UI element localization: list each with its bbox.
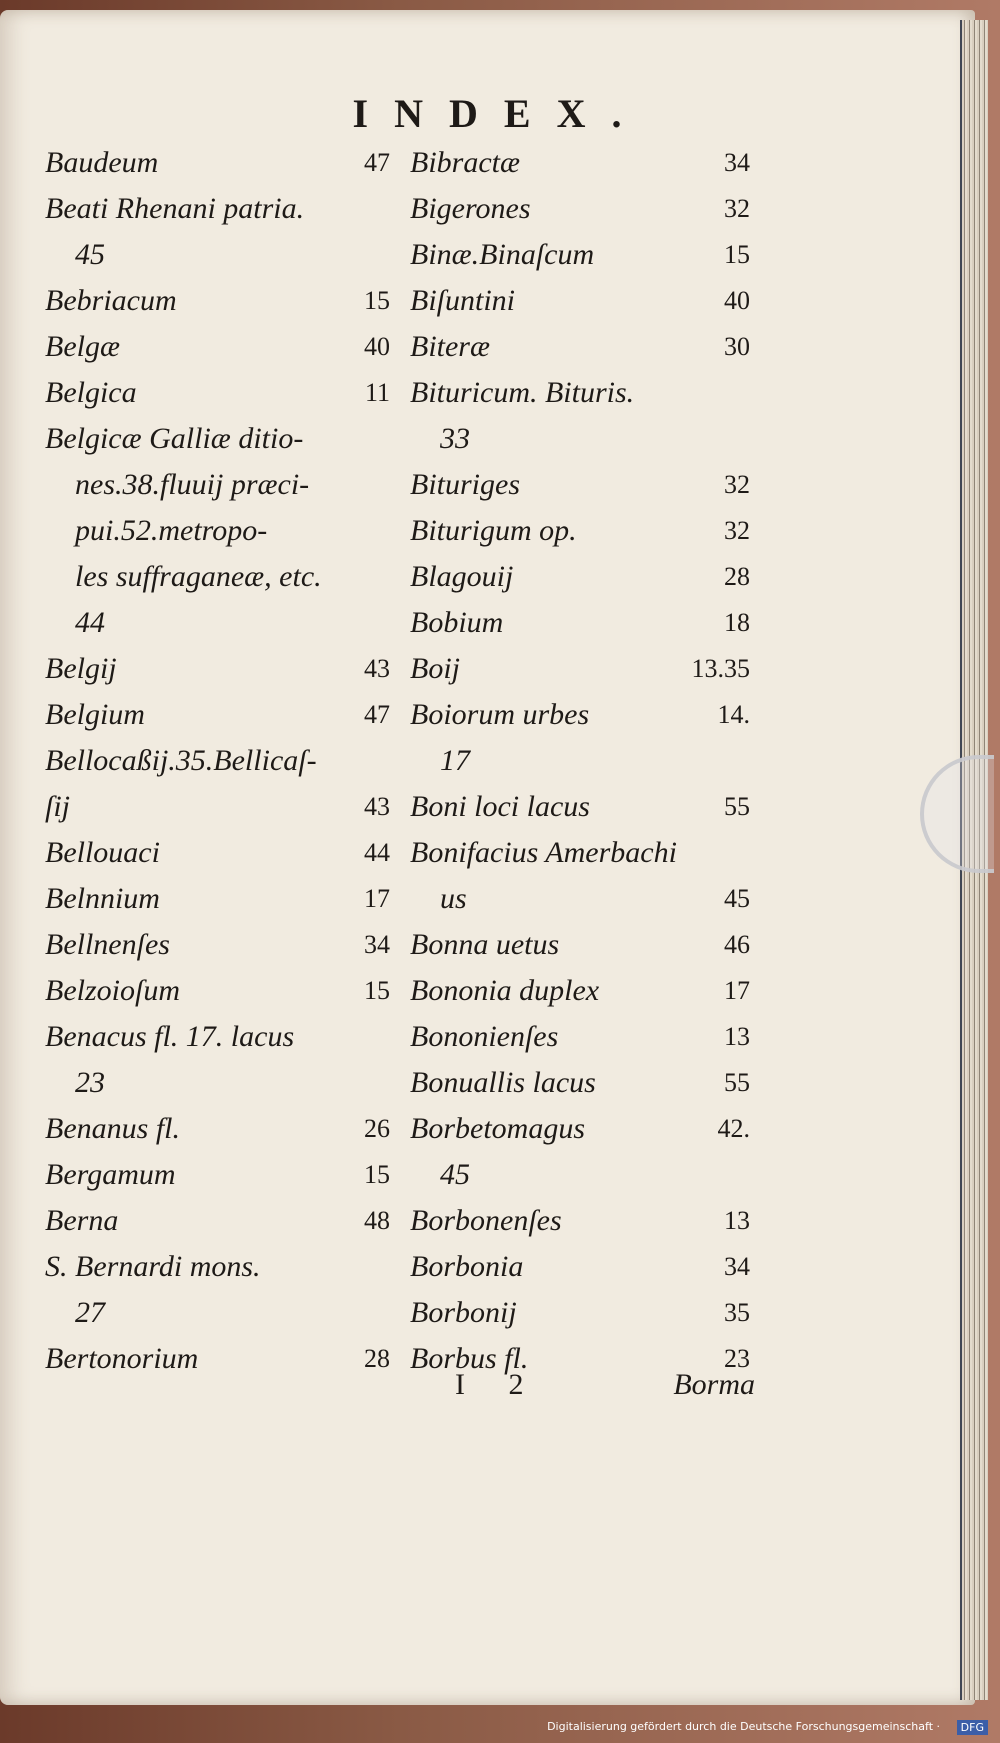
index-entry [410,462,750,508]
index-entry [410,186,750,232]
index-page-number: 13.35 [691,654,750,683]
index-page-number: 32 [724,516,750,545]
index-page-number: 40 [364,332,390,361]
dfg-logo: DFG [957,1720,988,1735]
index-term: Belgica [45,376,137,409]
index-term: Bebriacum [45,284,177,317]
index-page-number: 55 [724,792,750,821]
index-term: Belgæ [45,330,120,363]
index-page-number: 26 [364,1114,390,1143]
index-entry [45,232,390,278]
index-page-number: 42. [717,1114,750,1143]
page-heading: INDEX. [352,91,648,136]
index-entry [410,922,750,968]
index-term: Beati Rhenani patria. [45,192,305,225]
index-page-number: 47 [364,700,390,729]
index-term: Borbonij [410,1296,517,1329]
index-term: nes.38.fluuij præci- [75,468,310,501]
index-entry [45,1198,390,1244]
index-entry [410,830,750,876]
index-term: Berna [45,1204,119,1237]
index-term: Baudeum [45,146,159,179]
index-page-number: 18 [724,608,750,637]
index-page-number: 48 [364,1206,390,1235]
index-entry [45,830,390,876]
index-entry [410,1244,750,1290]
index-page-number: 43 [364,792,390,821]
index-term: les suffraganeæ, etc. [75,560,322,593]
index-page-number: 28 [724,562,750,591]
index-entry [45,370,390,416]
index-entry [410,416,750,462]
index-entry [45,508,390,554]
index-entry [410,1014,750,1060]
index-page-number: 13 [724,1022,750,1051]
index-entry [410,1198,750,1244]
index-term: Bobium [410,606,504,639]
index-entry [410,554,750,600]
index-entry [45,462,390,508]
index-page-number: 28 [364,1344,390,1373]
index-page-number: 45 [724,884,750,913]
index-page-number: 23 [724,1344,750,1373]
index-page-number: 15 [364,976,390,1005]
index-page-number: 46 [724,930,750,959]
index-entry [410,1060,750,1106]
index-term: Bellnenſes [45,928,170,961]
digitization-credit: Digitalisierung gefördert durch die Deutsche Forschungsgemeinschaft · [547,1720,940,1733]
index-column-right [410,140,750,1382]
index-term: Biturigum op. [410,514,577,547]
index-entry [45,784,390,830]
index-term: Bituricum. Bituris. [410,376,635,409]
index-term: us [440,882,467,915]
index-term: Belnnium [45,882,160,915]
index-term: Bertonorium [45,1342,199,1375]
index-term: Borbus fl. [410,1342,529,1375]
index-entry [45,140,390,186]
index-entry [45,1290,390,1336]
index-entry [45,1106,390,1152]
index-term: 17 [440,744,470,777]
index-entry [410,784,750,830]
index-term: Benacus fl. 17. lacus [45,1020,295,1053]
index-entry [410,646,750,692]
index-term: Bonuallis lacus [410,1066,596,1099]
page-footer [455,1368,755,1408]
index-entry [410,232,750,278]
index-page-number: 14. [717,700,750,729]
index-entry [45,692,390,738]
index-entry [45,1244,390,1290]
index-term: Biſuntini [410,284,515,317]
index-entry [410,370,750,416]
index-term: Belgij [45,652,117,685]
index-page-number: 15 [364,1160,390,1189]
index-page-number: 47 [364,148,390,177]
index-page-number: 34 [724,148,750,177]
signature-mark: I 2 [455,1368,542,1401]
index-term: Bonna uetus [410,928,560,961]
index-term: pui.52.metropo- [75,514,268,547]
index-term: ſij [45,790,71,823]
index-entry [45,922,390,968]
index-entry [45,600,390,646]
index-entry [410,508,750,554]
index-page-number: 11 [364,378,390,407]
index-page-number: 44 [364,838,390,867]
index-term: Belgicæ Galliæ ditio- [45,422,304,455]
index-entry [45,416,390,462]
index-entry [45,738,390,784]
index-term: 27 [75,1296,105,1329]
index-page-number: 15 [364,286,390,315]
index-term: Bituriges [410,468,520,501]
index-entry [410,140,750,186]
index-entry [410,324,750,370]
index-term: Borbetomagus [410,1112,585,1145]
index-page-number: 13 [724,1206,750,1235]
index-entry [410,692,750,738]
index-term: Bononienſes [410,1020,559,1053]
index-page-number: 43 [364,654,390,683]
index-term: 45 [75,238,105,271]
index-entry [410,1290,750,1336]
index-entry [45,1336,390,1382]
index-term: Boni loci lacus [410,790,590,823]
index-term: Belzoioſum [45,974,180,1007]
index-page-number: 34 [724,1252,750,1281]
index-entry [45,968,390,1014]
index-entry [410,1152,750,1198]
index-term: Borbonia [410,1250,524,1283]
index-entry [45,646,390,692]
index-term: Bellouaci [45,836,160,869]
index-term: Belgium [45,698,145,731]
index-entry [410,876,750,922]
index-term: 23 [75,1066,105,1099]
index-entry [45,1060,390,1106]
index-page-number: 34 [364,930,390,959]
index-page-number: 30 [724,332,750,361]
index-entry [45,324,390,370]
index-term: Boiorum urbes [410,698,590,731]
index-entry [45,876,390,922]
index-term: Boij [410,652,460,685]
index-entry [410,278,750,324]
index-page-number: 40 [724,286,750,315]
index-page-number: 15 [724,240,750,269]
catchword: Borma [673,1368,755,1401]
index-term: Blagouij [410,560,514,593]
index-term: Bibractæ [410,146,520,179]
index-term: 44 [75,606,105,639]
index-page-number: 35 [724,1298,750,1327]
index-page-number: 17 [364,884,390,913]
index-entry [410,738,750,784]
index-page-number: 17 [724,976,750,1005]
index-term: Benanus fl. [45,1112,180,1145]
index-term: 33 [440,422,470,455]
index-page-number: 32 [724,194,750,223]
index-term: Bononia duplex [410,974,600,1007]
index-term: Biteræ [410,330,490,363]
index-entry [45,1014,390,1060]
index-column-left [45,140,390,1382]
index-entry [45,186,390,232]
index-term: Bergamum [45,1158,176,1191]
index-term: Bellocaßij.35.Bellicaſ- [45,744,317,777]
index-entry [45,1152,390,1198]
index-entry [410,1106,750,1152]
index-term: Bigerones [410,192,531,225]
index-entry [45,278,390,324]
index-entry [45,554,390,600]
index-term: Bonifacius Amerbachi [410,836,677,869]
index-term: Borbonenſes [410,1204,562,1237]
index-page-number: 32 [724,470,750,499]
index-entry [410,600,750,646]
index-page-number: 55 [724,1068,750,1097]
index-term: Binæ.Binaſcum [410,238,595,271]
index-entry [410,968,750,1014]
index-term: S. Bernardi mons. [45,1250,261,1283]
index-term: 45 [440,1158,470,1191]
